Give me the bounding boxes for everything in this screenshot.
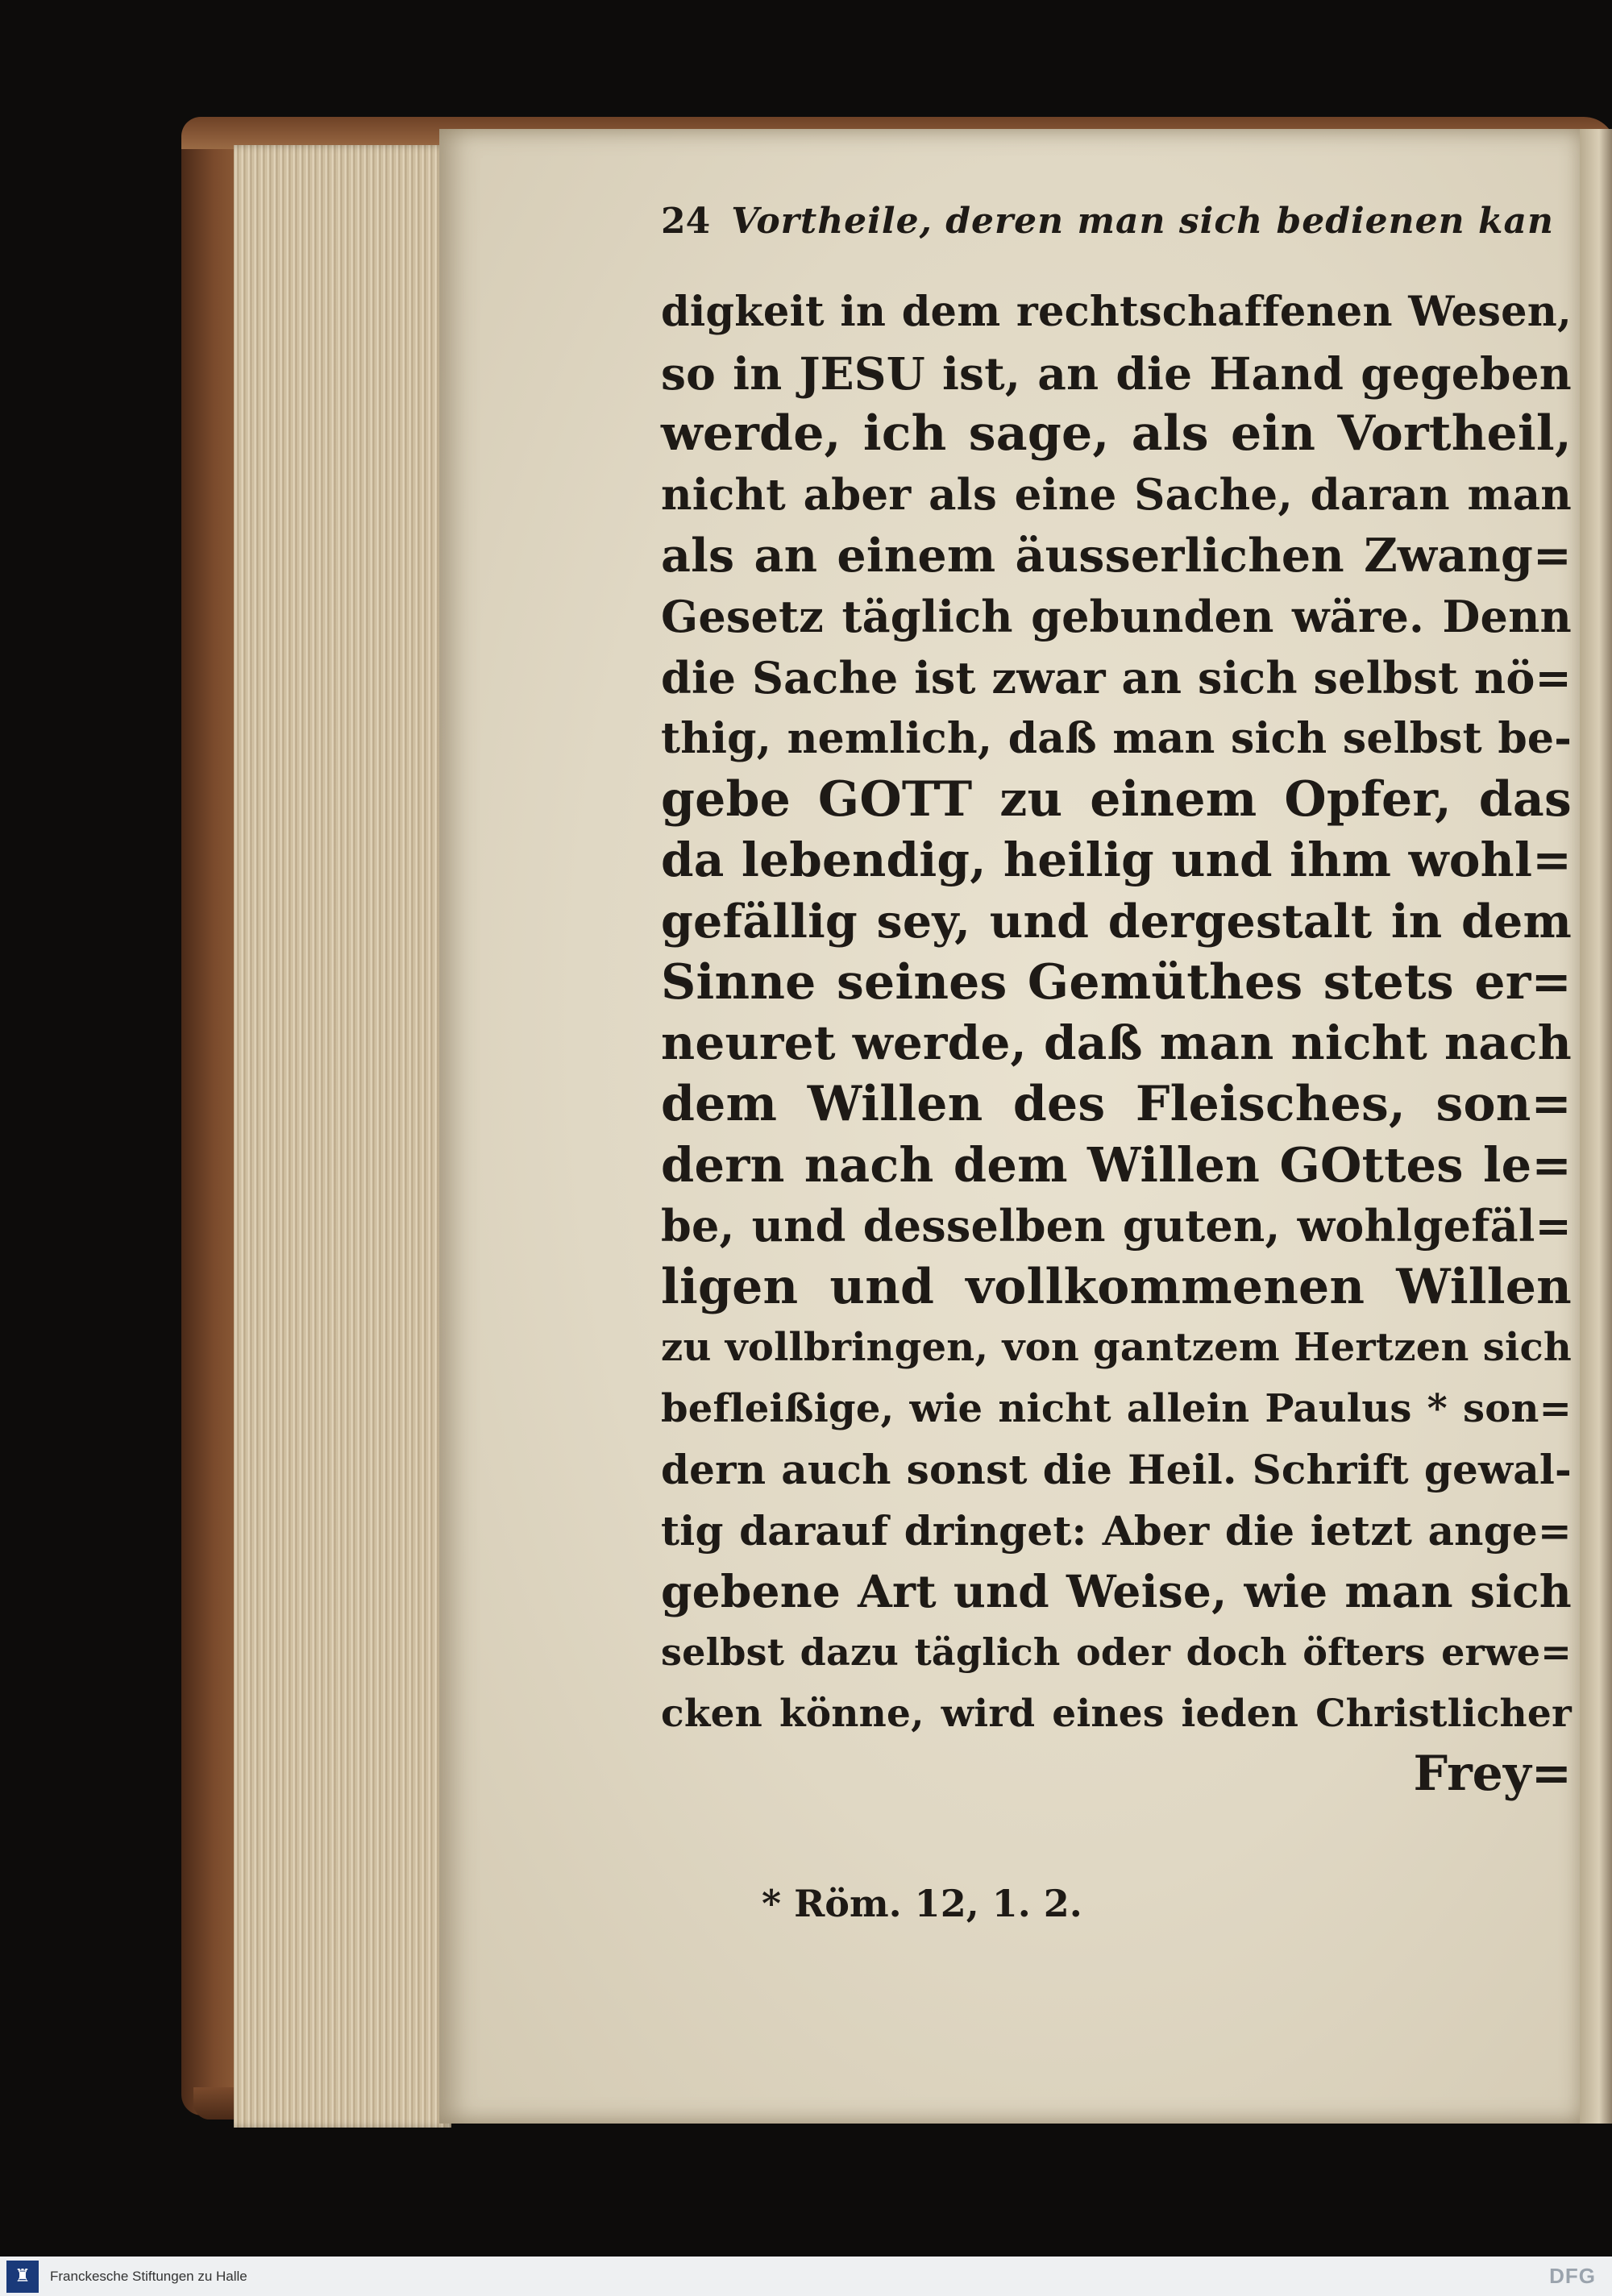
text-line: Sinne seines Gemüthes stets er= xyxy=(661,953,1572,1011)
text-line: als an einem äusserlichen Zwang= xyxy=(661,529,1572,583)
text-line: gefällig sey, und dergestalt in dem xyxy=(661,894,1572,949)
text-line: da lebendig, heilig und ihm wohl= xyxy=(661,832,1572,888)
viewer-footer xyxy=(0,2257,1612,2296)
text-line: dem Willen des Fleisches, son= xyxy=(661,1075,1572,1132)
text-line: selbst dazu täglich oder doch öfters erwe= xyxy=(661,1630,1572,1675)
text-line: werde, ich sage, als ein Vortheil, xyxy=(661,405,1572,463)
text-line: nicht aber als eine Sache, daran man xyxy=(661,469,1572,520)
text-line: zu vollbringen, von gantzem Hertzen sich xyxy=(661,1325,1572,1371)
text-line: so in JESU ist, an die Hand gegeben xyxy=(661,347,1572,400)
text-line: dern auch sonst die Heil. Schrift gewal- xyxy=(661,1446,1572,1494)
catchword: Frey= xyxy=(1413,1746,1572,1803)
book-gutter xyxy=(1580,129,1612,2124)
page-edges xyxy=(234,145,451,2128)
text-line: cken könne, wird eines ieden Christlicher xyxy=(661,1691,1572,1736)
text-line: die Sache ist zwar an sich selbst nö= xyxy=(661,651,1572,704)
text-line: be, und desselben guten, wohlgefäl= xyxy=(661,1199,1572,1252)
footer-institution xyxy=(0,2261,247,2293)
body-text xyxy=(661,282,1572,1804)
text-line: dern nach dem Willen GOttes le= xyxy=(661,1137,1572,1194)
page-number: 24 xyxy=(661,201,711,242)
text-line: ligen und vollkommenen Willen xyxy=(661,1258,1572,1315)
text-line: gebene Art und Weise, wie man sich xyxy=(661,1565,1572,1618)
institution-name: Franckesche Stiftungen zu Halle xyxy=(50,2268,247,2284)
dfg-logo: DFG xyxy=(1549,2264,1596,2288)
text-line: neuret werde, daß man nicht nach xyxy=(661,1015,1572,1071)
text-line: gebe GOTT zu einem Opfer, das xyxy=(661,770,1572,828)
page-text xyxy=(661,197,1572,1804)
text-line: thig, nemlich, daß man sich selbst be- xyxy=(661,714,1572,764)
footnote: * Röm. 12, 1. 2. xyxy=(762,1882,1082,1925)
running-head: Vortheile, deren man sich bedienen kan xyxy=(731,201,1554,242)
text-line: tig darauf dringet: Aber die ietzt ange= xyxy=(661,1506,1572,1555)
text-line: digkeit in dem rechtschaffenen Wesen, xyxy=(661,288,1572,336)
institution-logo-icon: ♜ xyxy=(6,2261,39,2293)
text-line: befleißige, wie nicht allein Paulus * son= xyxy=(661,1385,1572,1431)
text-line: Gesetz täglich gebunden wäre. Denn xyxy=(661,590,1572,642)
page-header xyxy=(661,197,1572,270)
